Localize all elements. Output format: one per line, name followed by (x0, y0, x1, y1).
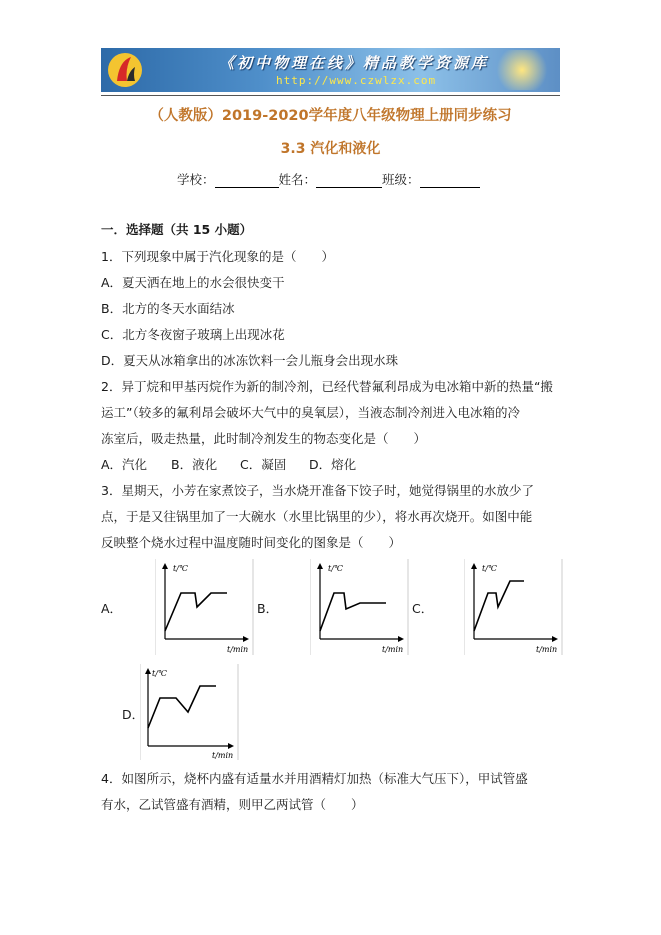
q2-line-1: 2．异丁烷和甲基丙烷作为新的制冷剂，已经代替氟利昂成为电冰箱中新的热量“搬 (101, 379, 553, 394)
document-title: （人教版）2019-2020学年度八年级物理上册同步练习 (149, 108, 512, 124)
q3-graph-c (464, 559, 564, 655)
graph-c-ylabel: t/℃ (482, 564, 497, 573)
q3-graph-d (140, 664, 240, 760)
school-label: 学校： (177, 172, 215, 187)
banner-image (101, 48, 560, 92)
q3-line-2: 点，于是又往锅里加了一大碗水（水里比锅里的少），将水再次烧开。如图中能 (101, 509, 533, 524)
q3-line-3: 反映整个烧水过程中温度随时间变化的图象是（ ） (101, 535, 402, 550)
section-title: 3.3 汽化和液化 (280, 141, 381, 157)
q1-option-d: D．夏天从冰箱拿出的冰冻饮料一会儿瓶身会出现水珠 (101, 353, 399, 368)
student-info (177, 170, 480, 188)
q3-graph-b (310, 559, 410, 655)
header-divider (101, 95, 560, 96)
name-blank[interactable] (316, 173, 382, 188)
q2-line-2: 运工”（较多的氟利昂会破坏大气中的臭氧层），当液态制冷剂进入电冰箱的冷 (101, 405, 520, 420)
name-label: 姓名： (278, 172, 317, 187)
q2-option-c: C．凝固 (240, 457, 287, 472)
q4-line-2: 有水，乙试管盛有酒精，则甲乙两试管（ ） (101, 797, 364, 812)
graph-b-ylabel: t/℃ (328, 564, 343, 573)
class-blank[interactable] (420, 173, 480, 188)
class-label: 班级： (382, 172, 420, 187)
q4-line-1: 4．如图所示，烧杯内盛有适量水并用酒精灯加热（标准大气压下），甲试管盛 (101, 771, 528, 786)
banner-title: 《初中物理在线》精品教学资源库 (219, 54, 490, 72)
q1-option-c: C．北方冬夜窗子玻璃上出现冰花 (101, 327, 285, 342)
q2-option-b: B．液化 (171, 457, 218, 472)
graph-b-xlabel: t/min (382, 645, 404, 654)
section-heading: 一．选择题（共 15 小题） (101, 222, 253, 237)
q3-option-a-label: A． (101, 601, 123, 616)
banner-decoration (492, 50, 552, 90)
school-blank[interactable] (215, 173, 279, 188)
q3-option-c-label: C． (412, 601, 434, 616)
graph-d-xlabel: t/min (212, 751, 234, 760)
q3-line-1: 3．星期天，小芳在家煮饺子，当水烧开准备下饺子时，她觉得锅里的水放少了 (101, 483, 534, 498)
q2-option-d: D．熔化 (309, 457, 357, 472)
graph-a-xlabel: t/min (227, 645, 249, 654)
q3-option-d-label: D． (122, 707, 145, 722)
banner-url: http://www.czwlzx.com (276, 74, 437, 87)
q2-option-a: A．汽化 (101, 457, 148, 472)
logo-icon (105, 51, 145, 89)
graph-a-ylabel: t/℃ (173, 564, 188, 573)
q1-option-b: B．北方的冬天水面结冰 (101, 301, 235, 316)
q1-option-a: A．夏天洒在地上的水会很快变干 (101, 275, 285, 290)
graph-d-ylabel: t/℃ (152, 669, 167, 678)
graph-c-xlabel: t/min (536, 645, 558, 654)
q3-graph-a (155, 559, 255, 655)
q1-stem: 1．下列现象中属于汽化现象的是（ ） (101, 249, 334, 264)
q2-line-3: 冻室后，吸走热量，此时制冷剂发生的物态变化是（ ） (101, 431, 427, 446)
q3-option-b-label: B． (257, 601, 279, 616)
